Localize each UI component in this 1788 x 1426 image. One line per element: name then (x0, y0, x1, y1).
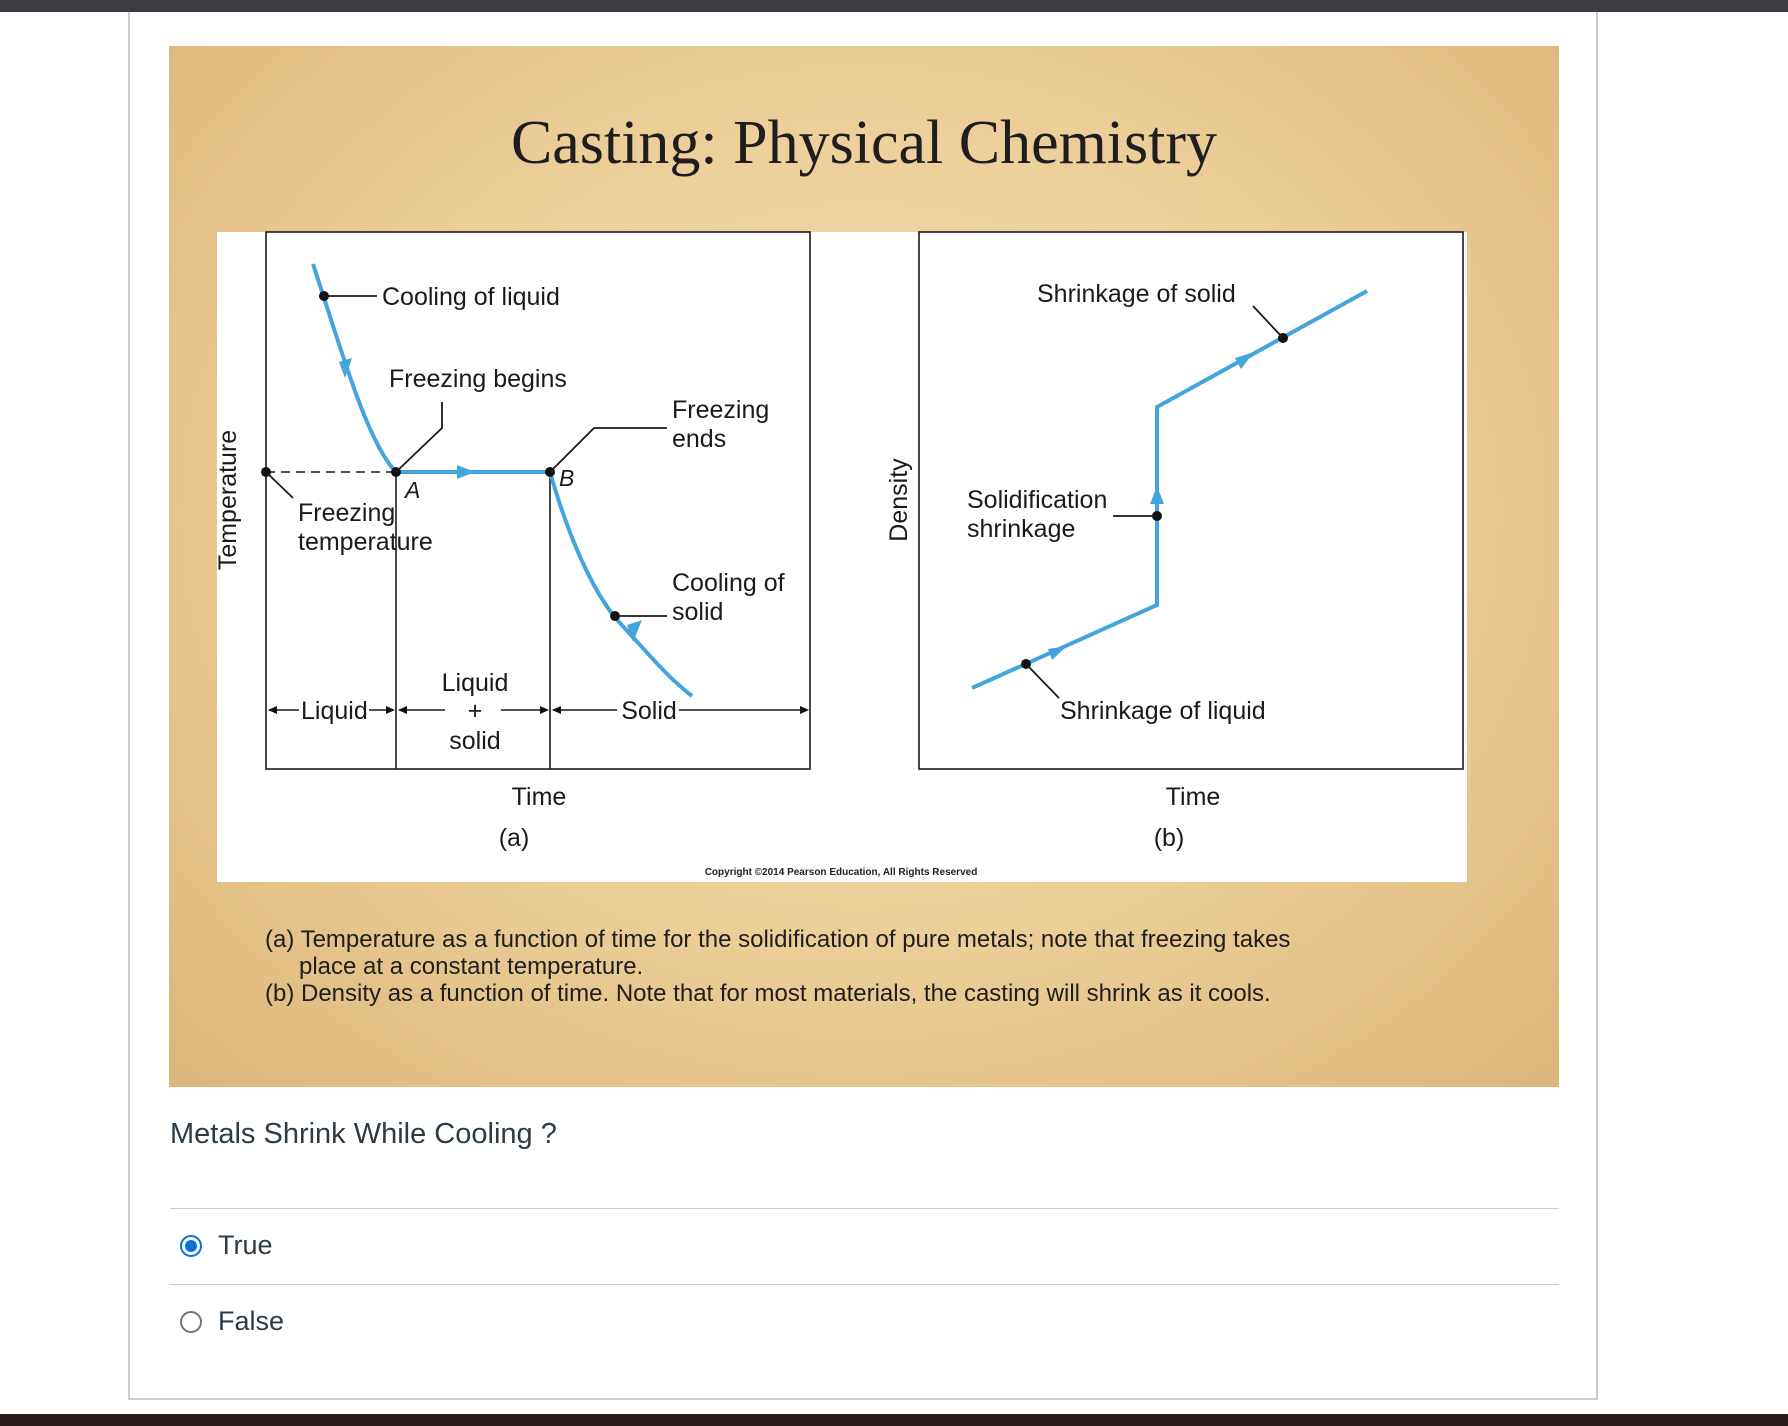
top-bar (0, 0, 1788, 12)
leader (1253, 306, 1283, 338)
curve-arrow (1150, 486, 1164, 504)
label-shrink-solid: Shrinkage of solid (1037, 280, 1236, 308)
x-axis-label-b: Time (1165, 783, 1221, 811)
label-shrink-liquid: Shrinkage of liquid (1060, 697, 1266, 725)
figure (214, 232, 1467, 882)
answer-option-true[interactable] (180, 1230, 273, 1261)
label-solidification-1: Solidification (967, 486, 1108, 514)
label-region-liquid: Liquid (301, 697, 368, 725)
arrowhead (398, 706, 407, 714)
label-region-mix-3: solid (449, 727, 501, 755)
panel-label-b: (b) (1153, 824, 1185, 852)
label-region-solid: Solid (621, 697, 677, 725)
figure-svg (214, 232, 1467, 882)
arrowhead (540, 706, 549, 714)
leader (396, 402, 442, 472)
label-solidification-2: shrinkage (967, 515, 1076, 543)
slide-image (169, 46, 1559, 1087)
label-region-mix-1: Liquid (441, 669, 509, 697)
arrowhead (386, 706, 395, 714)
label-point-b: B (559, 465, 575, 491)
label-cooling-liquid: Cooling of liquid (382, 283, 560, 311)
slide-caption (265, 926, 1505, 1007)
panel-label-a: (a) (498, 824, 530, 852)
curve-arrow (1235, 352, 1254, 369)
label-freezing-temp-2: temperature (298, 528, 433, 556)
label-freezing-ends-2: ends (672, 425, 727, 453)
label-freezing-temp-1: Freezing (298, 499, 396, 527)
arrowhead (800, 706, 809, 714)
divider (170, 1208, 1559, 1209)
option-label-false: False (218, 1306, 285, 1336)
option-label-true: True (218, 1230, 273, 1260)
leader (266, 472, 293, 498)
caption-a-line2: place at a constant temperature. (299, 953, 644, 980)
label-freezing-begins: Freezing begins (389, 365, 567, 393)
label-cooling-solid-2: solid (672, 598, 724, 626)
caption-b: (b) Density as a function of time. Note that for most materials, the casting will shrink as it cools. (265, 980, 1271, 1007)
copyright: Copyright ©2014 Pearson Education, All Rights Reserved (704, 867, 978, 878)
y-axis-label-b: Density (885, 458, 913, 542)
curve-arrow (1048, 646, 1067, 660)
caption-a-line1: (a) Temperature as a function of time for the solidification of pure metals; note that freezing takes (265, 926, 1291, 953)
label-freezing-ends-1: Freezing (672, 396, 770, 424)
label-region-mix-2: + (467, 697, 483, 725)
curve-arrow (457, 465, 475, 479)
label-cooling-solid-1: Cooling of (672, 569, 785, 597)
slide-title: Casting: Physical Chemistry (510, 109, 1218, 177)
bottom-bar (0, 1414, 1788, 1426)
radio-true[interactable] (180, 1235, 202, 1257)
radio-false[interactable] (180, 1311, 202, 1333)
x-axis-label-a: Time (511, 783, 567, 811)
y-axis-label-a: Temperature (214, 429, 242, 571)
question-text: Metals Shrink While Cooling ? (170, 1118, 557, 1150)
label-point-a: A (405, 477, 421, 503)
answer-option-false[interactable] (180, 1306, 284, 1337)
leader (1026, 664, 1059, 698)
arrowhead (552, 706, 561, 714)
arrowhead (268, 706, 277, 714)
divider (170, 1284, 1559, 1285)
